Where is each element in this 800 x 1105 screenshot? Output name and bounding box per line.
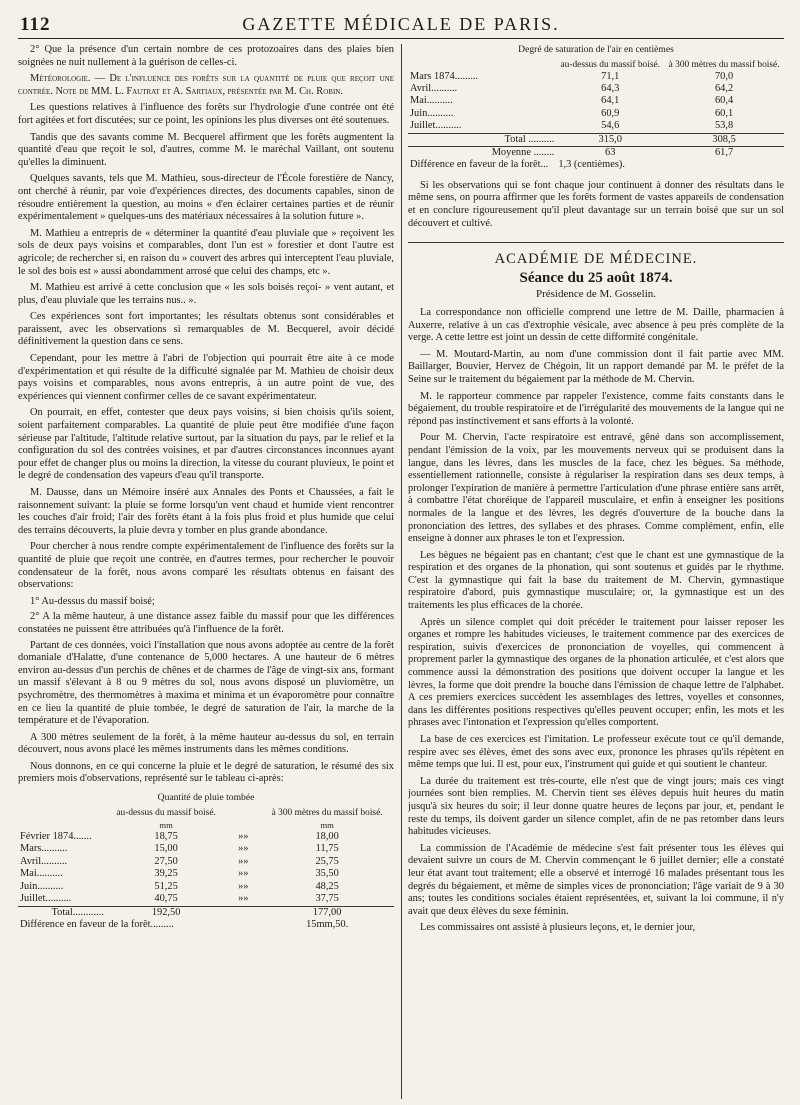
row-label: Juin.......... (410, 107, 454, 119)
row-label: Juillet.......... (410, 120, 462, 132)
table-row (18, 856, 394, 868)
row-value: 27,50 (154, 855, 178, 867)
total-value: 192,50 (106, 906, 226, 919)
total-label: Total............ (18, 906, 106, 919)
paragraph: Tandis que des savants comme M. Becquerel affirment que les forêts augmentent la quantité d'eau que reçoit le sol, d'autres, comme M. le maréchal Vaillant, ont soutenu qu'elles la diminuent. (18, 131, 394, 168)
row-value: 60,9 (601, 107, 620, 119)
difference-value: 15mm,50. (306, 918, 349, 930)
table-row (18, 893, 394, 906)
total-value: 177,00 (260, 906, 394, 919)
row-label: Mars.......... (20, 843, 68, 855)
rain-table-title: Quantité de pluie tombée (157, 792, 255, 804)
row-value: 64,2 (714, 83, 734, 94)
row-sep: »» (238, 880, 249, 892)
column-rule (401, 44, 402, 1099)
paragraph: M. le rapporteur commence par rappeler l'existence, comme faits constants dans le bégaiement, du trouble respiratoire et de l'irrégularité des mouvements de la langue qui ne répond pas instinctivement et sans efforts à la volonté. (408, 390, 784, 427)
row-value: 18,75 (154, 831, 178, 843)
paragraph: La base de ces exercices est l'imitation. Le professeur exécute tout ce qu'il demande, respire avec ses élèves, émet des sons avec eux, prononce les phrases qu'ils répètent en même temps que lui. Il est, pour eux, l'instrument qui guide et qui soutient le chanteur. (408, 734, 784, 771)
difference-row (18, 919, 394, 931)
row-sep: »» (238, 831, 249, 843)
paragraph: La correspondance non officielle comprend une lettre de M. Daille, pharmacien à Auxerre, relative à un cas d'extrophie vésicale, avec absence à peu près complète de la verge. A cette lettre est joint un dessin de cette difformité congénitale. (408, 307, 784, 344)
paragraph: M. Dausse, dans un Mémoire inséré aux Annales des Ponts et Chaussées, a fait le raisonnement suivant: la pluie se forme lorsqu'un vent chaud et humide vient rencontrer les couches d'air froid; l'air des forêts étant à la fois plus froid et plus humide que celui des terrains découverts, la pluie devra y tomber en plus grande abondance. (18, 487, 394, 536)
rain-col2-header: à 300 mètres du massif boisé. (271, 807, 383, 818)
paragraph: La commission de l'Académie de médecine s'est fait présenter tous les élèves qui devaient suivre un cours de M. Chervin commençant le 6 juillet dernier; elle a constaté leur état avant tout traitement; elle a observé et interrogé 16 malades présentant tous les degrés du bégaiement, et même de simples vices de prononciation; l'âge variait de 9 à 30 ans; toutes les conditions sociales étaient représentées, et, suivant la loi commune, il n'y avait que deux élèves du sexe féminin. (408, 842, 784, 917)
paragraph: Partant de ces données, voici l'installation que nous avons adoptée au centre de la forêt domaniale d'Halatte, d'une contenance de 5,000 hectares. A une hauteur de 6 mètres environ au-dessus d'un perchis de chênes et de charmes de l'âge de vingt-six ans, formant un massif s'élevant à 8 ou 9 mètres du sol, nous avons disposé un pluviomètre, un psychromètre, des thermomètres à maxima et minima et un évaporomètre pour connaître en ce lieu la quantité de pluie tombée, le degré de saturation de l'air, la marche de la température et de l'évaporation. (18, 639, 394, 727)
total-label: Total .......... (408, 133, 556, 146)
seance-title: Séance du 25 août 1874. (519, 269, 673, 286)
row-value: 18,00 (315, 831, 339, 843)
average-value: 61,7 (664, 147, 784, 160)
row-value: 70,0 (714, 70, 734, 82)
row-value: 37,75 (315, 893, 339, 905)
paragraph: M. Mathieu est arrivé à cette conclusion que « les sols boisés reçoi- » vent autant, et plus, d'eau pluviale que les terrains nus.. ». (18, 282, 394, 306)
paragraph: Les bègues ne bégaient pas en chantant; c'est que le chant est une gymnastique de la respiration et des organes de la phonation, qui sont soutenus et guidés par le rhythme. C'est la gymnastique qui fait la base du traitement de M. Chervin, gymnastique respiratoire d'abord, puis gymnastique musculaire; or, la gymnastique est un des traitements les plus efficaces de la chorée. (408, 549, 784, 612)
total-row (18, 906, 394, 919)
running-title: GAZETTE MÉDICALE DE PARIS. (242, 14, 560, 34)
row-label: Avril.......... (20, 855, 68, 867)
table-row (18, 881, 394, 893)
paragraph: Si les observations qui se font chaque jour continuent à donner des résultats dans le même sens, on pourra affirmer que les forêts forment de vastes appareils de condensation et en conclure rigoureusement qu'il pleut davantage sur un terrain boisé que sur un sol découvert et cultivé. (408, 179, 784, 229)
average-row (408, 147, 784, 160)
paragraph: Ces expériences sont fort importantes; les résultats obtenus sont considérables et paraissent, avec les observations si remarquables de M. Becquerel, avoir décidé définitivement la question dans ce sens. (18, 311, 394, 348)
difference-label: Différence en faveur de la forêt... (410, 159, 549, 171)
table-row (408, 83, 784, 95)
difference-label: Différence en faveur de la forêt......... (20, 918, 174, 930)
row-label: Mars 1874......... (410, 70, 479, 82)
list-item: 2° A la même hauteur, à une distance assez faible du massif pour que les différences constatées ne puissent être attribuées qu'à l'influence de la forêt. (18, 611, 394, 635)
left-column (18, 44, 394, 1105)
row-value: 25,75 (315, 855, 339, 867)
row-value: 48,25 (315, 880, 339, 892)
paragraph: Les commissaires ont assisté à plusieurs leçons, et, le dernier jour, (420, 922, 696, 934)
saturation-table (408, 44, 784, 172)
average-value: 63 (556, 147, 664, 160)
row-value: 53,8 (714, 120, 734, 132)
academy-title: ACADÉMIE DE MÉDECINE. (408, 242, 784, 266)
row-label: Juillet.......... (20, 893, 72, 905)
paragraph: On pourrait, en effet, contester que deux pays voisins, si bien choisis qu'ils soient, soient parfaitement comparables. La quantité de pluie peut être modifiée d'une façon sérieuse par l'altitude, l'altitude relative surtout, par la situation du pays, par le relief et la configuration du sol des contrées voisines, et par d'autres circonstances inconnues ayant pour effet de changer plus ou moins la direction, la vitesse du courant pluvieux, le point et le degré de condensation des vapeurs d'eau qu'il transporte. (18, 407, 394, 482)
row-value: 51,25 (154, 880, 178, 892)
rain-table (18, 792, 394, 931)
table-row (408, 95, 784, 107)
row-label: Mai.......... (20, 868, 63, 880)
difference-value: 1,3 (centièmes). (558, 159, 625, 171)
rain-unit: mm (320, 819, 334, 830)
row-value: 35,50 (315, 868, 339, 880)
paragraph: Les questions relatives à l'influence des forêts sur l'hydrologie d'une contrée ont été fort agitées et fort discutées; sur ce point, les opinions les plus diverses ont été soutenues. (18, 102, 394, 126)
row-label: Juin.......... (20, 880, 64, 892)
row-value: 60,4 (714, 95, 734, 107)
sat-col2-header: à 300 mètres du massif boisé. (668, 59, 780, 70)
paragraph: 2° Que la présence d'un certain nombre de ces protozoaires dans des plaies bien soignées ne nuit nullement à la guérison de celles-ci. (18, 44, 394, 68)
right-column (408, 44, 784, 1105)
list-item: 1° Au-dessus du massif boisé; (30, 595, 155, 607)
page-number: 112 (20, 14, 51, 35)
paragraph: — M. Moutard-Martin, au nom d'une commission dont il fait partie avec MM. Baillarger, Bouvier, Hervez de Chégoin, lit un rapport demandé par M. le préfet de la Seine sur le traitement du bégaiement par la méthode de M. Chervin. (408, 348, 784, 385)
table-row (18, 868, 394, 880)
row-sep: »» (238, 843, 249, 855)
row-label: Mai.......... (410, 95, 453, 107)
paragraph: La durée du traitement est très-courte, elle n'est que de vingt jours; mais ces vingt journées sont bien remplies. M. Chervin tient ses élèves depuis huit heures du matin jusqu'à six heures du soir; il leur donne quatre heures de leçons par jour, et, pendant le reste du temps, ils doivent garder un silence complet, afin de ne pas retomber dans leurs habitudes vicieuses. (408, 775, 784, 838)
row-value: 39,25 (154, 868, 178, 880)
average-label: Moyenne ........ (408, 147, 556, 160)
row-value: 11,75 (315, 843, 339, 855)
paragraph: M. Mathieu a entrepris de « déterminer la quantité d'eau pluviale que » reçoivent les sols de deux pays voisins et comparables, dont l'un est » forestier et dont l'autre est agricole; de rechercher si, en raison du » couvert des arbres qui interceptent l'eau pluviale, le sol des bois est » aussi abondamment arrosé que celui des champs, etc ». (18, 227, 394, 277)
saturation-table-title: Degré de saturation de l'air en centièmes (518, 44, 674, 55)
paragraph: Pour chercher à nous rendre compte expérimentalement de l'influence des forêts sur la quantité de pluie que reçoit une contrée, en d'autres termes, pour rechercher le pouvoir condensateur de la forêt, nous avons comparé les résultats obtenus en faisant des observations: (18, 541, 394, 591)
paragraph: Cependant, pour les mettre à l'abri de l'objection qui pourrait être aite à ce mode d'expérimentation et qui résulte de la difficulté signalée par M. Mathieu de choisir deux pays voisins et comparables, nous avons entrepris, à un autre point de vue, des expériences qui viennent confirmer celles de ce savant expérimentateur. (18, 353, 394, 402)
paragraph: Quelques savants, tels que M. Mathieu, sous-directeur de l'École forestière de Nancy, ont cherché à réunir, par voie d'expériences directes, des documents capables, sinon de résoudre entièrement la question, au moins « d'en éclairer certaines parties et de réunir expérimentalement » quelques-uns des matériaux nécessaires à la solution future ». (18, 173, 394, 223)
paragraph: Pour M. Chervin, l'acte respiratoire est entravé, gêné dans son accomplissement, pendant l'émission de la voix, par les mouvements nerveux qui se produisent dans la langue, dans les lèvres, dans les muscles de la face, chez les bègues. Sa méthode, essentiellement rationnelle, consiste à régulariser la respiration dans ses deux temps, à prolonger l'expiration de manière à permettre l'articulation d'une phrase entière sans arrêt, à combattre l'état choréique de l'appareil musculaire, et enfin à enseigner les positions normales de la langue et des lèvres, les degrés d'ouverture de la bouche dans la prononciation des lettres, des syllabes et des phrases. Comme complément, enfin, elle enseigne à donner aux phrases le ton et l'expression. (408, 432, 784, 545)
row-value: 71,1 (601, 70, 620, 82)
row-value: 40,75 (154, 893, 178, 905)
total-row (408, 133, 784, 146)
total-value: 315,0 (556, 133, 664, 146)
row-sep: »» (238, 893, 249, 905)
rain-unit: mm (159, 819, 173, 830)
table-row (408, 120, 784, 133)
row-value: 15,00 (154, 843, 178, 855)
row-sep: »» (238, 855, 249, 867)
table-row (408, 108, 784, 120)
section-heading: Météorologie. — De l'influence des forêts sur la quantité de pluie que reçoit une contrée. Note de MM. L. Fautrat et A. Sartiaux, présentée par M. Ch. Robin. (18, 73, 394, 97)
difference-row (408, 159, 784, 171)
text-columns (18, 44, 784, 1105)
row-label: Février 1874....... (20, 831, 92, 843)
row-value: 60,1 (714, 107, 734, 119)
row-sep: »» (238, 868, 249, 880)
paragraph: Nous donnons, en ce qui concerne la pluie et le degré de saturation, le résumé des six premiers mois d'observations, représenté sur le tableau ci-après: (18, 760, 394, 785)
row-label: Avril.......... (410, 83, 458, 94)
row-value: 64,1 (601, 95, 620, 107)
paragraph: Après un silence complet qui doit précéder le traitement pour laisser reposer les organes et rompre les habitudes vicieuses, le traitement commence par des exercices de respiration, suivis d'exercices de prononciation de voyelles, qui commencent à proprement parler la gymnastique des organes de la phonation articulée, et c'est alors que commence aussi la démonstration des positions que doivent occuper la langue et les lèvres, la forme que doit prendre la bouche dans l'émission de chaque lettre de l'alphabet. A ces premiers exercices succèdent les assemblages des lettres, voyelles et consonnes, dans les différentes positions respectives qu'elles peuvent occuper; enfin, les mots et les phrases avec l'intonation et l'expression qu'elles comportent. (408, 616, 784, 729)
paragraph: A 300 mètres seulement de la forêt, à la même hauteur au-dessus du sol, en terrain découvert, nous avons placé les mêmes instruments dans les mêmes conditions. (18, 731, 394, 756)
table-row (408, 71, 784, 83)
row-value: 64,3 (601, 83, 620, 94)
total-value: 308,5 (664, 133, 784, 146)
sat-col1-header: au-dessus du massif boisé. (560, 59, 660, 70)
page-header (18, 10, 784, 39)
presidence-line: Présidence de M. Gosselin. (535, 288, 657, 301)
rain-col1-header: au-dessus du massif boisé. (116, 807, 216, 818)
table-row (18, 831, 394, 843)
table-row (18, 843, 394, 855)
row-value: 54,6 (601, 120, 620, 132)
